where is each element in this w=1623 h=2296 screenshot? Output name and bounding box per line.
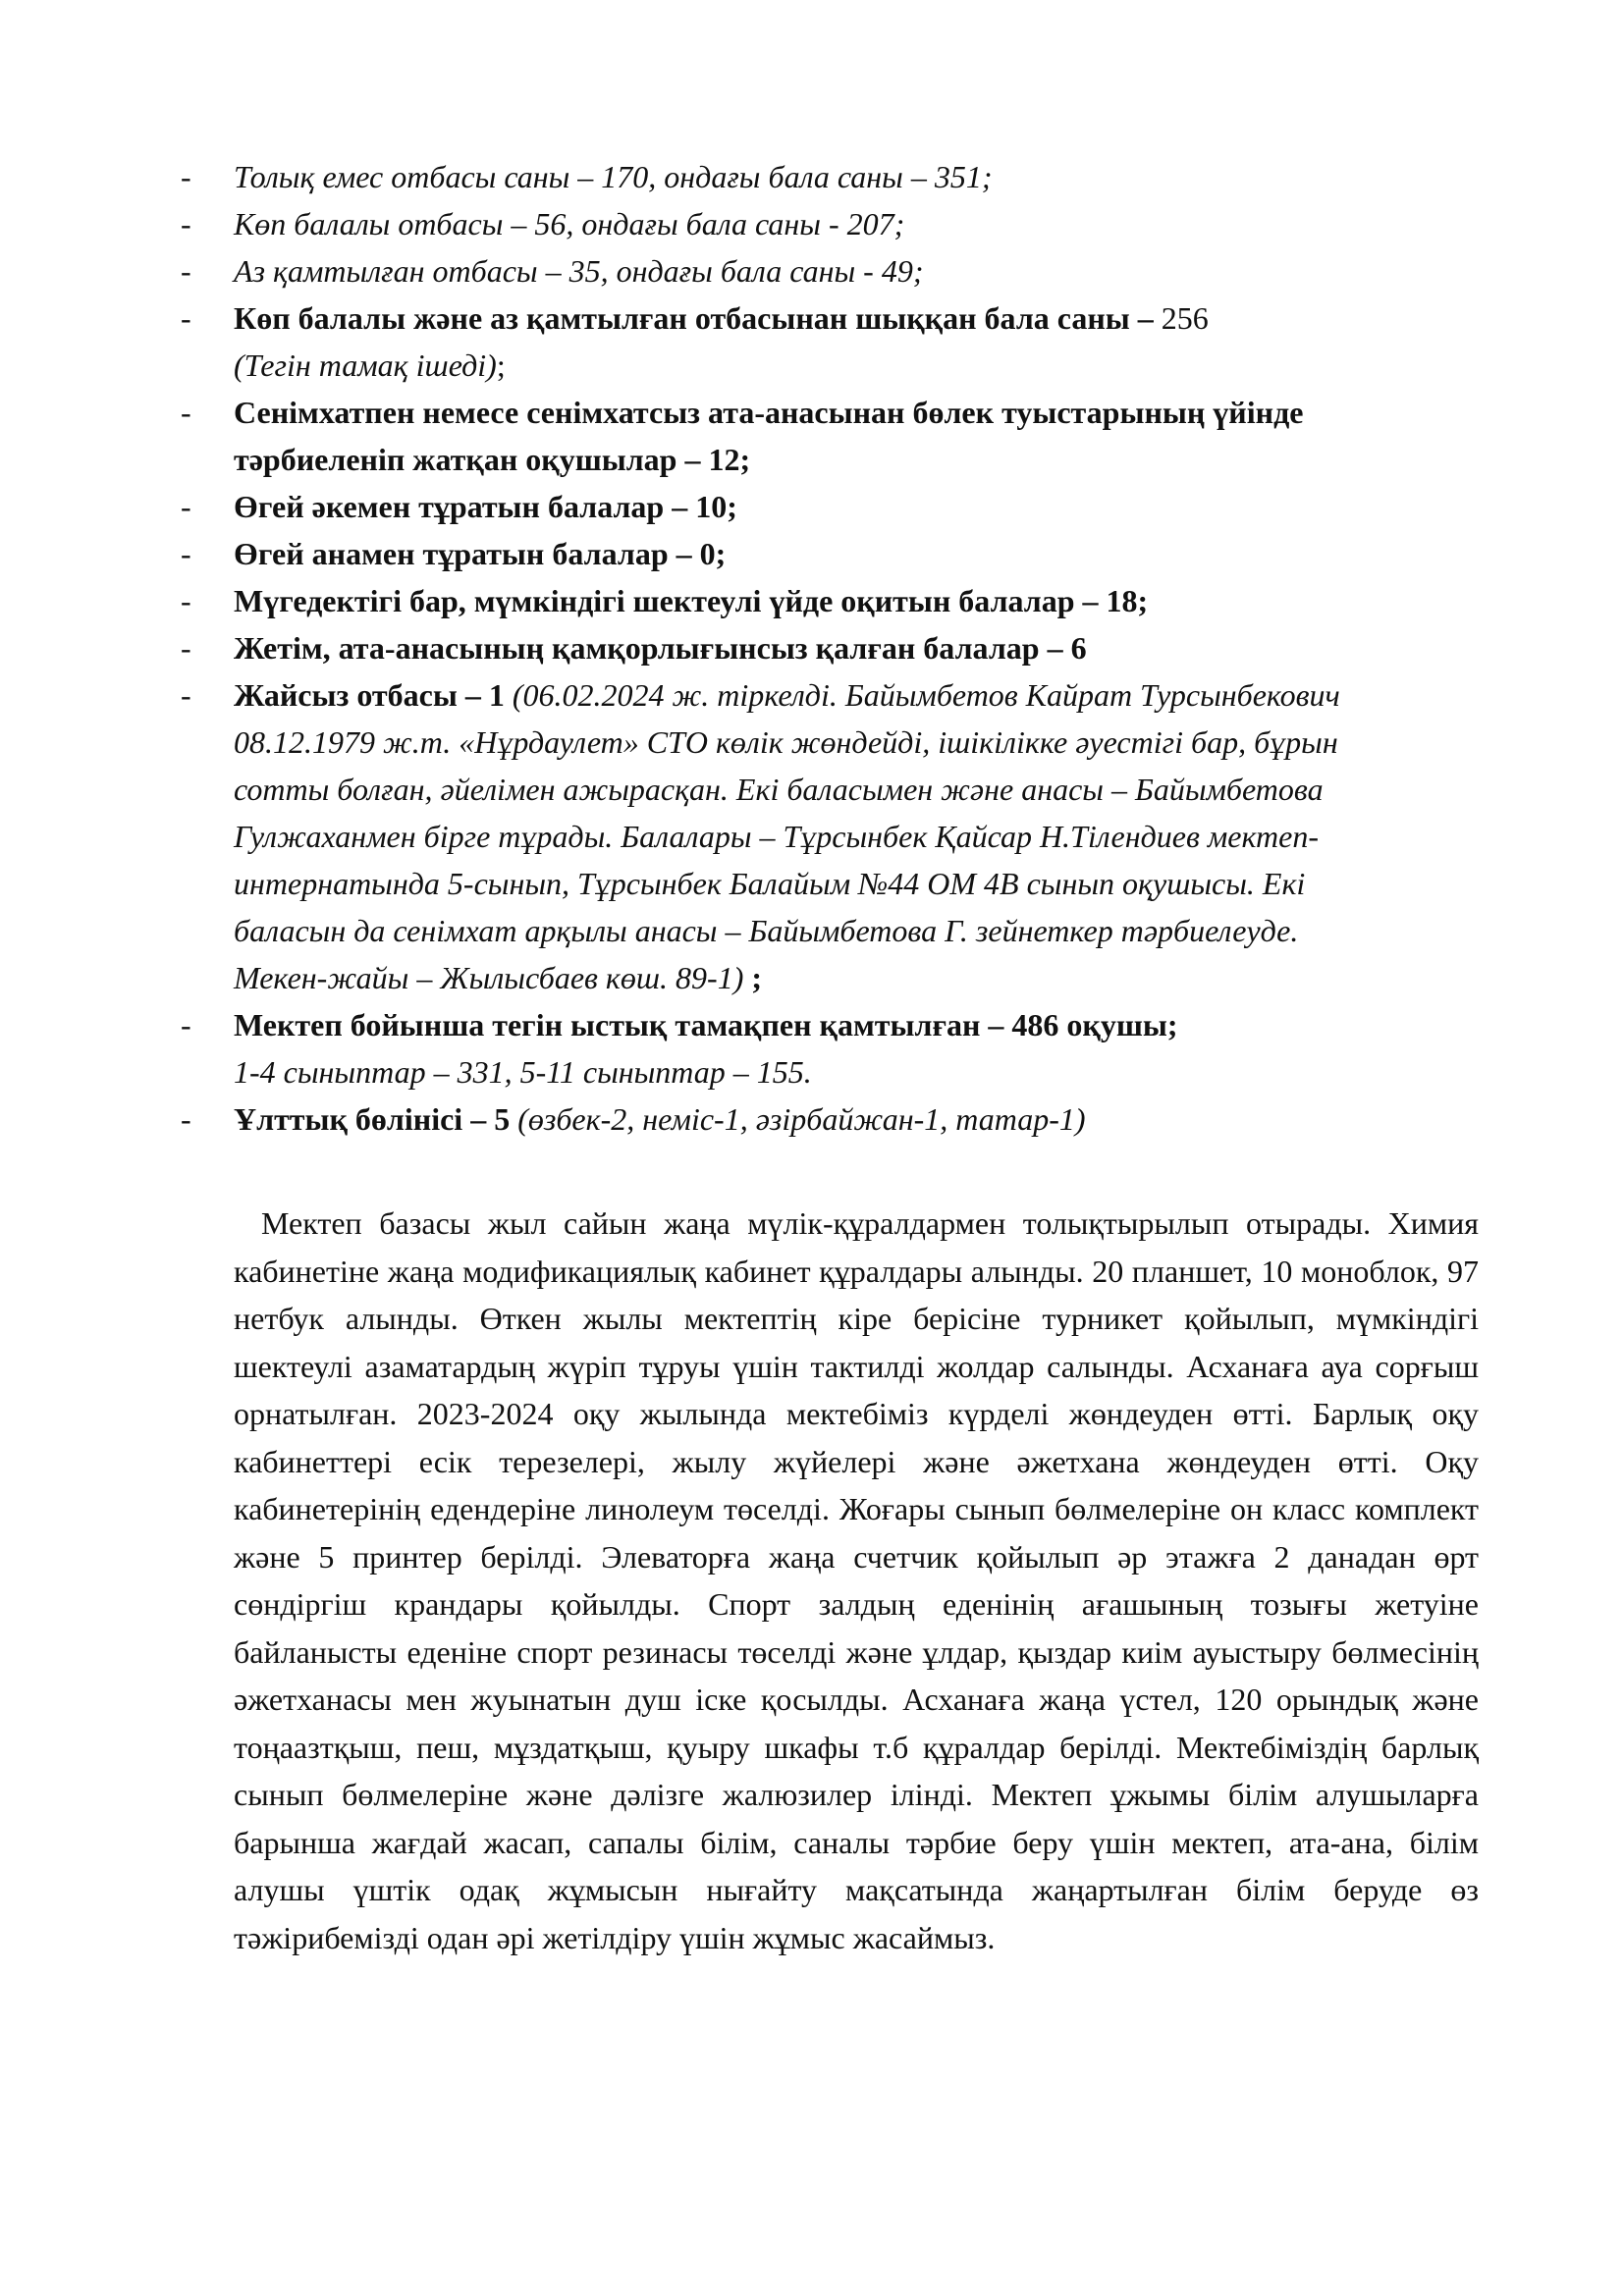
dash-bullet: - — [181, 1101, 191, 1137]
item-label: Мектеп бойынша тегін ыстық тамақпен қамтылған – 486 оқушы; — [234, 1007, 1178, 1042]
list-item — [177, 530, 1453, 577]
list-item — [177, 624, 1453, 671]
list-item — [177, 1095, 1453, 1143]
dash-bullet: - — [181, 489, 191, 524]
item-note: (өзбек-2, неміс-1, әзірбайжан-1, татар-1) — [517, 1101, 1086, 1137]
list-item — [177, 577, 1453, 624]
item-tail: ; — [496, 347, 506, 383]
list-item — [177, 247, 1453, 294]
list-item — [177, 200, 1453, 247]
item-label: Сенімхатпен немесе сенімхатсыз ата-анасынан бөлек туыстарының үйінде тәрбиеленіп жатқан оқушылар – 12; — [234, 395, 1304, 477]
item-label: Өгей анамен тұратын балалар – 0; — [234, 536, 727, 571]
dash-bullet: - — [181, 536, 191, 571]
dash-bullet: - — [181, 1007, 191, 1042]
list-item — [177, 1001, 1453, 1095]
item-text: Аз қамтылған отбасы – 35, ондағы бала саны - 49; — [234, 253, 924, 289]
dash-bullet: - — [181, 677, 191, 713]
item-tail: ; — [743, 960, 762, 995]
item-value: 256 — [1161, 300, 1209, 336]
item-note: 1-4 сыныптар – 331, 5-11 сыныптар – 155. — [234, 1054, 812, 1090]
list-item — [177, 389, 1453, 483]
list-item — [177, 153, 1453, 200]
item-note: (06.02.2024 ж. тіркелді. Байымбетов Кайрат Турсынбекович 08.12.1979 ж.т. «Нұрдаулет» СТО көлік жөндейді, ішікілікке әуестігі бар, бұрын сотты болған, әйелімен ажырасқан. Екі баласымен және анасы – Байымбетова Гулжаханмен бірге тұрады. Балалары – Тұрсынбек Қайсар Н.Тілендиев мектеп-интернатында 5-сынып, Тұрсынбек Балайым №44 ОМ 4В сынып оқушысы. Екі баласын да сенімхат арқылы анасы – Байымбетова Г. зейнеткер тәрбиелеуде. Мекен-жайы – Жылысбаев көш. 89-1) — [234, 677, 1340, 995]
statistics-list — [177, 153, 1453, 1143]
body-paragraph: Мектеп базасы жыл сайын жаңа мүлік-құралдармен толықтырылып отырады. Химия кабинетіне жаңа модификациялық кабинет құралдары алынды. 20 планшет, 10 моноблок, 97 нетбук алынды. Өткен жылы мектептің кіре берісіне турникет қойылып, мүмкіндігі шектеулі азаматардың жүріп тұруы үшін тактилді жолдар салынды. Асханаға ауа сорғыш орнатылған. 2023-2024 оқу жылында мектебіміз күрделі жөндеуден өтті. Барлық оқу кабинеттері есік терезелері, жылу жүйелері және әжетхана жөндеуден өтті. Оқу кабинетерінің едендеріне линолеум төселді. Жоғары сынып бөлмелеріне он класс комплект және 5 принтер берілді. Элеваторға жаңа счетчик қойылып әр этажға 2 данадан өрт сөндіргіш крандары қойылды. Спорт залдың еденінің ағашының тозығы жетуіне байланысты еденіне спорт резинасы төселді және ұлдар, қыздар киім ауыстыру бөлмесінің әжетханасы мен жуынатын душ іске қосылды. Асханаға жаңа үстел, 120 орындық және тоңаазтқыш, пеш, мұздатқыш, қуыру шкафы т.б құралдар берілді. Мектебіміздің барлық сынып бөлмелеріне және дәлізге жалюзилер ілінді. Мектеп ұжымы білім алушыларға барынша жағдай жасап, сапалы білім, саналы тәрбие беру үшін мектеп, ата-ана, білім алушы үштік одақ жұмысын нығайту мақсатында жаңартылған білім беруде өз тәжірибемізді одан әрі жетілдіру үшін жұмыс жасаймыз. — [234, 1205, 1479, 1955]
list-item — [177, 294, 1453, 389]
list-item — [177, 671, 1453, 1001]
item-label: Жетім, ата-анасының қамқорлығынсыз қалған балалар – 6 — [234, 630, 1087, 666]
dash-bullet: - — [181, 300, 191, 336]
dash-bullet: - — [181, 395, 191, 430]
dash-bullet: - — [181, 253, 191, 289]
dash-bullet: - — [181, 630, 191, 666]
item-text: Толық емес отбасы саны – 170, ондағы бала саны – 351; — [234, 159, 993, 194]
item-label: Мүгедектігі бар, мүмкіндігі шектеулі үйде оқитын балалар – 18; — [234, 583, 1149, 618]
dash-bullet: - — [181, 206, 191, 241]
dash-bullet: - — [181, 159, 191, 194]
item-text: Көп балалы отбасы – 56, ондағы бала саны - 207; — [234, 206, 905, 241]
dash-bullet: - — [181, 583, 191, 618]
list-item — [177, 483, 1453, 530]
item-label: Көп балалы және аз қамтылған отбасынан шыққан бала саны – — [234, 300, 1162, 336]
item-label: Жайсыз отбасы – 1 — [234, 677, 513, 713]
item-label: Ұлттық бөлінісі – 5 — [234, 1101, 518, 1137]
item-note: (Тегін тамақ ішеді) — [234, 347, 497, 383]
item-label: Өгей әкемен тұратын балалар – 10; — [234, 489, 737, 524]
